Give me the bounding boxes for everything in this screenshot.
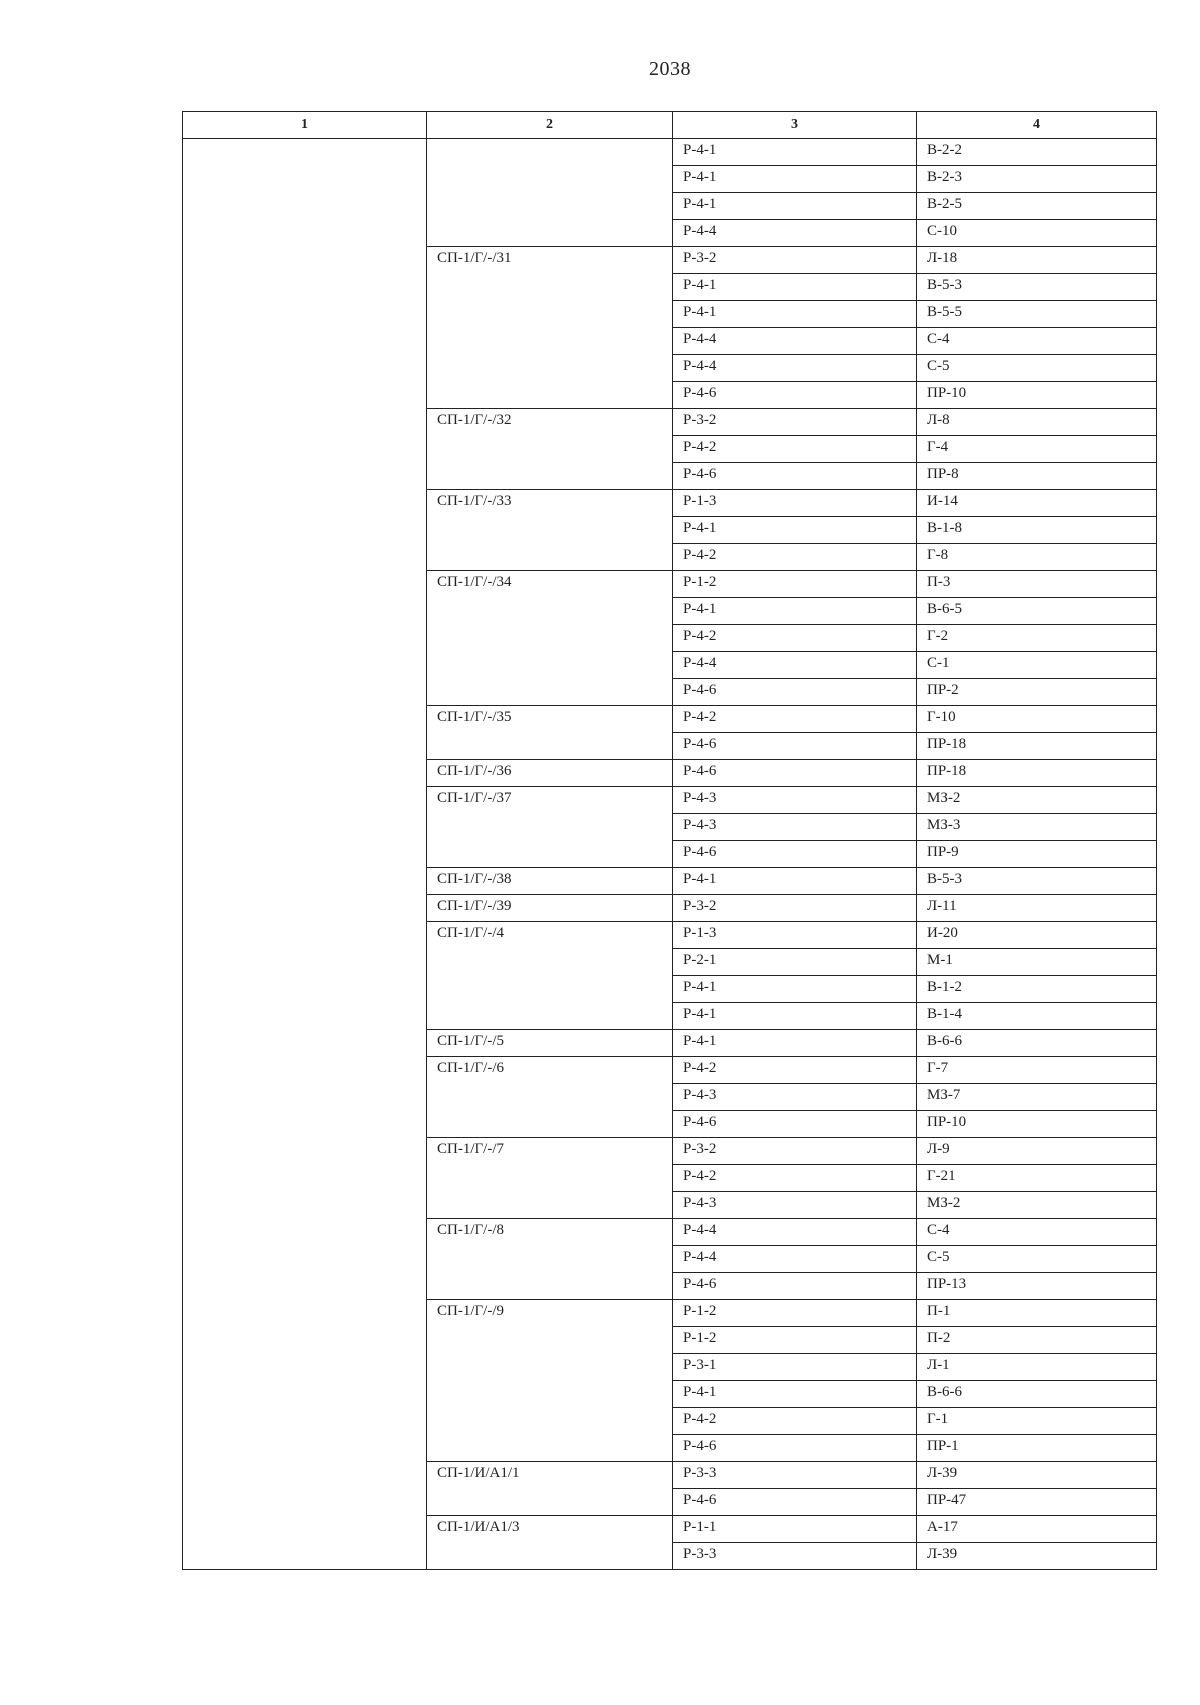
group-code-cell: СП-1/Г/-/32 (427, 409, 673, 490)
section-code-cell: Р-4-1 (673, 1003, 917, 1030)
item-code-cell: ПР-2 (917, 679, 1157, 706)
column-header-2: 2 (427, 112, 673, 139)
group-code-cell: СП-1/И/А1/1 (427, 1462, 673, 1516)
section-code-cell: Р-4-2 (673, 625, 917, 652)
item-code-cell: ПР-47 (917, 1489, 1157, 1516)
section-code-cell: Р-4-6 (673, 841, 917, 868)
item-code-cell: Г-21 (917, 1165, 1157, 1192)
item-code-cell: Л-8 (917, 409, 1157, 436)
page-number: 2038 (649, 58, 691, 80)
item-code-cell: Г-2 (917, 625, 1157, 652)
item-code-cell: В-5-3 (917, 274, 1157, 301)
section-code-cell: Р-3-2 (673, 409, 917, 436)
section-code-cell: Р-4-3 (673, 1084, 917, 1111)
group-code-cell: СП-1/Г/-/5 (427, 1030, 673, 1057)
header-row (183, 112, 1157, 139)
section-code-cell: Р-3-2 (673, 1138, 917, 1165)
item-code-cell: МЗ-7 (917, 1084, 1157, 1111)
section-code-cell: Р-4-1 (673, 274, 917, 301)
item-code-cell: Г-7 (917, 1057, 1157, 1084)
section-code-cell: Р-4-1 (673, 1381, 917, 1408)
section-code-cell: Р-4-6 (673, 1111, 917, 1138)
item-code-cell: Г-4 (917, 436, 1157, 463)
item-code-cell: С-4 (917, 328, 1157, 355)
item-code-cell: В-1-2 (917, 976, 1157, 1003)
section-code-cell: Р-4-6 (673, 733, 917, 760)
item-code-cell: П-3 (917, 571, 1157, 598)
section-code-cell: Р-4-6 (673, 760, 917, 787)
table-row (183, 139, 1157, 166)
item-code-cell: ПР-10 (917, 1111, 1157, 1138)
group-code-cell: СП-1/Г/-/37 (427, 787, 673, 868)
section-code-cell: Р-4-3 (673, 787, 917, 814)
section-code-cell: Р-4-6 (673, 463, 917, 490)
section-code-cell: Р-1-3 (673, 490, 917, 517)
section-code-cell: Р-4-1 (673, 193, 917, 220)
section-code-cell: Р-1-2 (673, 571, 917, 598)
item-code-cell: Г-1 (917, 1408, 1157, 1435)
section-code-cell: Р-3-1 (673, 1354, 917, 1381)
item-code-cell: В-5-3 (917, 868, 1157, 895)
section-code-cell: Р-3-3 (673, 1462, 917, 1489)
section-code-cell: Р-4-1 (673, 868, 917, 895)
column-1-cell (183, 139, 427, 1570)
group-code-cell: СП-1/Г/-/36 (427, 760, 673, 787)
section-code-cell: Р-4-1 (673, 1030, 917, 1057)
group-code-cell: СП-1/Г/-/31 (427, 247, 673, 409)
section-code-cell: Р-3-2 (673, 247, 917, 274)
section-code-cell: Р-1-2 (673, 1300, 917, 1327)
item-code-cell: ПР-1 (917, 1435, 1157, 1462)
column-header-4: 4 (917, 112, 1157, 139)
item-code-cell: И-14 (917, 490, 1157, 517)
section-code-cell: Р-1-1 (673, 1516, 917, 1543)
section-code-cell: Р-4-6 (673, 1273, 917, 1300)
section-code-cell: Р-4-3 (673, 1192, 917, 1219)
column-header-1: 1 (183, 112, 427, 139)
section-code-cell: Р-3-2 (673, 895, 917, 922)
section-code-cell: Р-1-2 (673, 1327, 917, 1354)
item-code-cell: МЗ-2 (917, 1192, 1157, 1219)
section-code-cell: Р-2-1 (673, 949, 917, 976)
section-code-cell: Р-4-6 (673, 1489, 917, 1516)
section-code-cell: Р-4-4 (673, 220, 917, 247)
item-code-cell: Г-8 (917, 544, 1157, 571)
item-code-cell: ПР-13 (917, 1273, 1157, 1300)
section-code-cell: Р-4-2 (673, 1408, 917, 1435)
group-code-cell: СП-1/Г/-/35 (427, 706, 673, 760)
item-code-cell: С-5 (917, 1246, 1157, 1273)
item-code-cell: ПР-9 (917, 841, 1157, 868)
section-code-cell: Р-4-6 (673, 382, 917, 409)
item-code-cell: И-20 (917, 922, 1157, 949)
item-code-cell: Л-9 (917, 1138, 1157, 1165)
section-code-cell: Р-4-2 (673, 544, 917, 571)
item-code-cell: В-6-5 (917, 598, 1157, 625)
item-code-cell: М-1 (917, 949, 1157, 976)
item-code-cell: В-6-6 (917, 1030, 1157, 1057)
section-code-cell: Р-4-2 (673, 1057, 917, 1084)
group-code-cell: СП-1/Г/-/6 (427, 1057, 673, 1138)
section-code-cell: Р-4-6 (673, 679, 917, 706)
section-code-cell: Р-4-4 (673, 328, 917, 355)
item-code-cell: В-6-6 (917, 1381, 1157, 1408)
item-code-cell: ПР-18 (917, 760, 1157, 787)
item-code-cell: В-1-4 (917, 1003, 1157, 1030)
item-code-cell: ПР-10 (917, 382, 1157, 409)
item-code-cell: С-4 (917, 1219, 1157, 1246)
group-code-cell: СП-1/Г/-/33 (427, 490, 673, 571)
group-code-cell (427, 139, 673, 247)
group-code-cell: СП-1/Г/-/8 (427, 1219, 673, 1300)
item-code-cell: В-1-8 (917, 517, 1157, 544)
section-code-cell: Р-4-4 (673, 1246, 917, 1273)
item-code-cell: МЗ-3 (917, 814, 1157, 841)
section-code-cell: Р-4-1 (673, 598, 917, 625)
table-body (183, 139, 1157, 1570)
item-code-cell: С-1 (917, 652, 1157, 679)
item-code-cell: П-2 (917, 1327, 1157, 1354)
item-code-cell: Л-39 (917, 1462, 1157, 1489)
item-code-cell: В-2-3 (917, 166, 1157, 193)
item-code-cell: Г-10 (917, 706, 1157, 733)
item-code-cell: С-5 (917, 355, 1157, 382)
item-code-cell: Л-18 (917, 247, 1157, 274)
section-code-cell: Р-4-3 (673, 814, 917, 841)
data-table-container (182, 111, 1156, 1570)
group-code-cell: СП-1/Г/-/9 (427, 1300, 673, 1462)
section-code-cell: Р-4-6 (673, 1435, 917, 1462)
group-code-cell: СП-1/И/А1/3 (427, 1516, 673, 1570)
item-code-cell: П-1 (917, 1300, 1157, 1327)
item-code-cell: С-10 (917, 220, 1157, 247)
section-code-cell: Р-4-2 (673, 1165, 917, 1192)
section-code-cell: Р-3-3 (673, 1543, 917, 1570)
group-code-cell: СП-1/Г/-/34 (427, 571, 673, 706)
item-code-cell: МЗ-2 (917, 787, 1157, 814)
section-code-cell: Р-4-1 (673, 166, 917, 193)
section-code-cell: Р-4-1 (673, 976, 917, 1003)
item-code-cell: ПР-8 (917, 463, 1157, 490)
section-code-cell: Р-4-2 (673, 436, 917, 463)
item-code-cell: В-5-5 (917, 301, 1157, 328)
item-code-cell: Л-11 (917, 895, 1157, 922)
column-header-3: 3 (673, 112, 917, 139)
section-code-cell: Р-1-3 (673, 922, 917, 949)
group-code-cell: СП-1/Г/-/38 (427, 868, 673, 895)
section-code-cell: Р-4-1 (673, 301, 917, 328)
item-code-cell: В-2-2 (917, 139, 1157, 166)
item-code-cell: Л-39 (917, 1543, 1157, 1570)
section-code-cell: Р-4-2 (673, 706, 917, 733)
item-code-cell: ПР-18 (917, 733, 1157, 760)
section-code-cell: Р-4-4 (673, 1219, 917, 1246)
group-code-cell: СП-1/Г/-/4 (427, 922, 673, 1030)
item-code-cell: А-17 (917, 1516, 1157, 1543)
item-code-cell: В-2-5 (917, 193, 1157, 220)
section-code-cell: Р-4-4 (673, 652, 917, 679)
group-code-cell: СП-1/Г/-/7 (427, 1138, 673, 1219)
data-table (182, 111, 1157, 1570)
item-code-cell: Л-1 (917, 1354, 1157, 1381)
section-code-cell: Р-4-1 (673, 517, 917, 544)
group-code-cell: СП-1/Г/-/39 (427, 895, 673, 922)
section-code-cell: Р-4-4 (673, 355, 917, 382)
section-code-cell: Р-4-1 (673, 139, 917, 166)
